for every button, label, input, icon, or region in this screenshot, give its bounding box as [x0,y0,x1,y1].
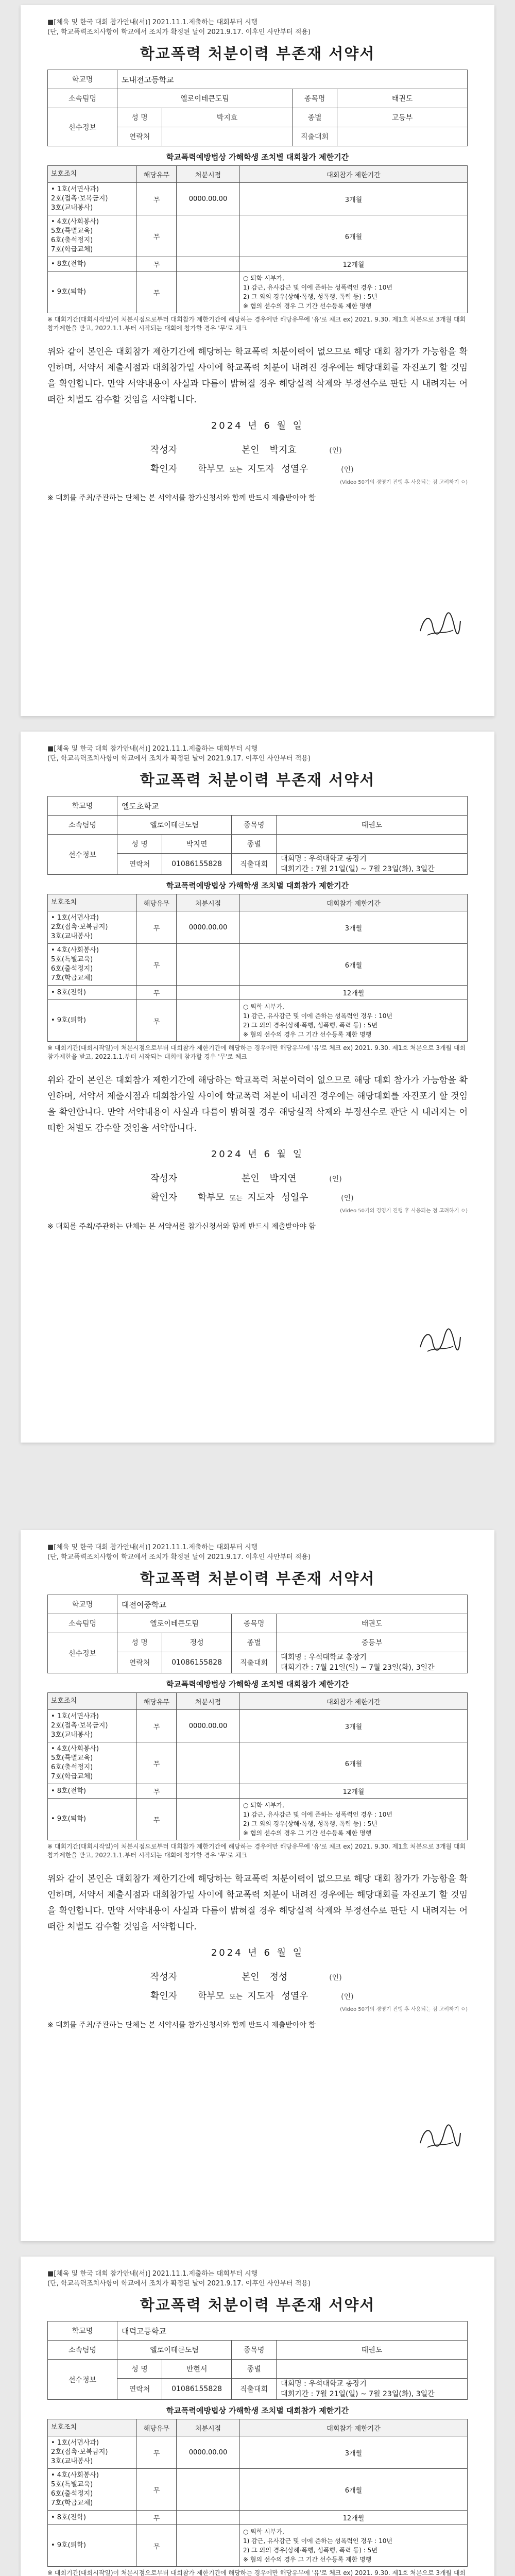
confirmer-role-parent: 학부모 [197,1991,225,2002]
measure-row [48,272,468,313]
notice-line-1: ■[체육 및 한국 대회 참가안내(서)] 2021.11.1.제출하는 대회부터 시행 [47,1544,258,1551]
date-line: 2024 년 6 월 일 [211,1947,304,1958]
measure-date [177,1742,240,1784]
athlete-info-table [47,796,468,875]
measure-period: ○ 퇴학 시부가, 1) 감근, 유사감근 및 이에 준하는 성폭력인 경우 : 10년 2) 그 외의 경우(상해·폭행, 성폭행, 폭력 등) : 5년 ※ 혐의 선수의 경우 그 기간 선수등록 제한 명행 [240,1799,468,1840]
pledge-text: 위와 같이 본인은 대회참가 제한기간에 해당하는 학교폭력 처분이력이 없으므로 해당 대회 참가가 가능함을 확인하며, 서약서 제출시점과 대회참가일 사이에 학교폭력 처분이 내려진 경우에는 해당대회를 자진포기 할 것임을 확인합니다. 만약 서약내용이 사실과 다름이 밝혀질 경우 해당실적 삭제와 부정선수로 판단 시 내려지는 어떠한 처벌도 감수할 것임을 서약합니다. [47,347,468,405]
measure-label: • 4호(사회봉사) 5호(특별교육) 6호(출석정지) 7호(학급교체) [48,2469,137,2511]
measures-table [47,165,468,313]
form-title: 학교폭력 처분이력 부존재 서약서 [140,45,375,62]
measure-label: • 4호(사회봉사) 5호(특별교육) 6호(출석정지) 7호(학급교체) [48,944,137,986]
school-value: 대덕고등학교 [117,2321,468,2341]
measure-period: 6개월 [240,2469,468,2511]
col-date-header: 처분시점 [177,2419,240,2436]
measure-period: 3개월 [240,183,468,215]
name-label: 성 명 [117,1633,162,1652]
competition-label: 직출대회 [232,1652,277,1673]
writer-row [150,441,468,460]
footnote: ※ 대회기간(대회시작일)이 처분시점으로부터 대회참가 제한기간에 해당하는 경우에만 해당유무에 '유'로 체크 ex) 2021. 9.30. 제1호 처분으로 3개월 대회 [47,2569,466,2576]
measure-date [177,986,240,1000]
competition-period: 대회기간 : 7월 21일(일) ~ 7월 23일(화), 3일간 [281,1664,435,1672]
measure-date [177,257,240,272]
measure-row [48,1742,468,1784]
writer-label: 작성자 [150,1173,178,1184]
measure-applicable: 무 [137,272,177,313]
contact-label: 연락처 [117,854,162,875]
pledge-form-page-2 [21,732,494,1443]
measure-period: ○ 퇴학 시부가, 1) 감근, 유사감근 및 이에 준하는 성폭력인 경우 : 10년 2) 그 외의 경우(상해·폭행, 성폭행, 폭력 등) : 5년 ※ 혐의 선수의 경우 그 기간 선수등록 제한 명행 [240,1000,468,1042]
school-value: 대전여중학교 [117,1595,468,1614]
pledge-form-page-1 [21,5,494,716]
athlete-label: 선수정보 [48,1633,117,1673]
school-value: 엘도초학교 [117,796,468,816]
measure-row [48,1784,468,1799]
competition-value [277,1652,468,1673]
measure-label: • 1호(서면사과) 2호(접촉·보복금지) 3호(교내봉사) [48,183,137,215]
name-value: 정성 [162,1633,232,1652]
col-measure-header: 보호조치 [48,166,137,183]
confirmer-role-parent: 학부모 [197,1192,225,1203]
measure-period: 6개월 [240,1742,468,1784]
notice-line-1: ■[체육 및 한국 대회 참가안내(서)] 2021.11.1.제출하는 대회부터 시행 [47,2270,258,2278]
measure-row [48,2469,468,2511]
measure-row [48,944,468,986]
signature-block [150,1968,468,2007]
col-date-header: 처분시점 [177,166,240,183]
writer-name: 박지연 [269,1173,297,1184]
name-value: 박지연 [162,835,232,854]
measure-applicable: 무 [137,215,177,257]
stamp-note: (Video 50기의 경영기 진행 후 사용되는 점 고려하기 ㅇ) [340,1208,468,1214]
team-value: 엘로이테큰도팀 [117,1614,232,1633]
measure-label: • 8호(전학) [48,1784,137,1799]
handwritten-signature [417,611,462,641]
grade-label: 종별 [232,1633,277,1652]
event-label: 종목명 [232,2341,277,2360]
measure-applicable: 무 [137,1742,177,1784]
team-value: 엘로이테큰도팀 [117,89,293,108]
measures-table [47,2419,468,2567]
confirmer-seal: (인) [341,1194,354,1202]
confirmer-row [150,1189,468,1208]
measure-label: • 9호(퇴학) [48,1799,137,1840]
athlete-info-table [47,1595,468,1673]
writer-role: 본인 [241,1173,260,1184]
event-label: 종목명 [232,816,277,835]
confirmer-role-coach: 지도자 [247,464,274,474]
measure-applicable: 무 [137,2469,177,2511]
measure-period: 3개월 [240,1710,468,1742]
writer-label: 작성자 [150,1972,178,1982]
measure-date [177,1799,240,1840]
writer-name: 박지효 [269,445,297,455]
confirmer-seal: (인) [341,1993,354,2001]
measure-period: 12개월 [240,257,468,272]
measure-applicable: 무 [137,986,177,1000]
measure-label: • 1호(서면사과) 2호(접촉·보복금지) 3호(교내봉사) [48,911,137,944]
contact-value: 01086155828 [162,854,232,875]
col-period-header: 대회참가 제한기간 [240,166,468,183]
competition-name: 대회명 : 우석대학교 총장기 [281,855,367,863]
measures-table [47,894,468,1042]
measure-date [177,2525,240,2567]
school-label: 학교명 [48,796,117,816]
measure-applicable: 무 [137,2525,177,2567]
col-applicable-header: 해당유무 [137,166,177,183]
confirmer-row [150,460,468,480]
school-label: 학교명 [48,70,117,89]
measures-body [48,183,468,313]
measure-date [177,1000,240,1042]
event-value: 태권도 [277,2341,468,2360]
col-applicable-header: 해당유무 [137,1693,177,1710]
measure-label: • 4호(사회봉사) 5호(특별교육) 6호(출석정지) 7호(학급교체) [48,215,137,257]
pledge-form-page-4 [21,2257,494,2576]
measure-date [177,215,240,257]
competition-name: 대회명 : 우석대학교 총장기 [281,1653,367,1662]
writer-role: 본인 [241,445,260,455]
pledge-text: 위와 같이 본인은 대회참가 제한기간에 해당하는 학교폭력 처분이력이 없으므로 해당 대회 참가가 가능함을 확인하며, 서약서 제출시점과 대회참가일 사이에 학교폭력 처분이 내려진 경우에는 해당대회를 자진포기 할 것임을 확인합니다. 만약 서약내용이 사실과 다름이 밝혀질 경우 해당실적 삭제와 부정선수로 판단 시 내려지는 어떠한 처벌도 감수할 것임을 서약합니다. [47,1874,468,1932]
notice-line-1: ■[체육 및 한국 대회 참가안내(서)] 2021.11.1.제출하는 대회부터 시행 [47,745,258,753]
measures-body [48,2436,468,2567]
col-applicable-header: 해당유무 [137,894,177,911]
or-text: 또는 [229,466,243,474]
school-label: 학교명 [48,2321,117,2341]
event-value: 태권도 [277,816,468,835]
measure-row [48,2525,468,2567]
measure-period: 3개월 [240,2436,468,2469]
writer-seal: (인) [329,1175,342,1183]
measure-period: 3개월 [240,911,468,944]
measure-label: • 8호(전학) [48,2511,137,2525]
name-label: 성 명 [117,2360,162,2379]
competition-value [277,2379,468,2400]
contact-value: 01086155828 [162,2379,232,2400]
confirmer-label: 확인자 [150,464,178,474]
footnote: ※ 대회기간(대회시작일)이 처분시점으로부터 대회참가 제한기간에 해당하는 경우에만 해당유무에 '유'로 체크 ex) 2021. 9.30. 제1호 처분으로 3개월 대회 참가제한을 받고, 2022.1.1.부터 시작되는 대회에 참가할 경우 '무'로 체크 [47,1044,466,1060]
col-measure-header: 보호조치 [48,894,137,911]
grade-value: 중등부 [277,1633,468,1652]
confirmer-name: 성열우 [281,464,308,474]
bottom-note: ※ 대회를 주최/주관하는 단체는 본 서약서를 참가신청서와 함께 반드시 제출받아야 함 [47,2021,316,2029]
handwritten-signature [417,2123,462,2154]
measure-label: • 9호(퇴학) [48,1000,137,1042]
section-heading: 학교폭력예방법상 가해학생 조치별 대회참가 제한기간 [166,881,349,890]
measure-label: • 9호(퇴학) [48,2525,137,2567]
team-label: 소속팀명 [48,2341,117,2360]
stamp-note: (Video 50기의 경영기 진행 후 사용되는 점 고려하기 ㅇ) [340,2007,468,2012]
measures-body [48,1710,468,1840]
pledge-text: 위와 같이 본인은 대회참가 제한기간에 해당하는 학교폭력 처분이력이 없으므로 해당 대회 참가가 가능함을 확인하며, 서약서 제출시점과 대회참가일 사이에 학교폭력 처분이 내려진 경우에는 해당대회를 자진포기 할 것임을 확인합니다. 만약 서약내용이 사실과 다름이 밝혀질 경우 해당실적 삭제와 부정선수로 판단 시 내려지는 어떠한 처벌도 감수할 것임을 서약합니다. [47,1075,468,1133]
confirmer-label: 확인자 [150,1991,178,2002]
measure-row [48,257,468,272]
or-text: 또는 [229,1195,243,1202]
competition-label: 직출대회 [232,854,277,875]
footnote: ※ 대회기간(대회시작일)이 처분시점으로부터 대회참가 제한기간에 해당하는 경우에만 해당유무에 '유'로 체크 ex) 2021. 9.30. 제1호 처분으로 3개월 대회 참가제한을 받고, 2022.1.1.부터 시작되는 대회에 참가할 경우 '무'로 체크 [47,1843,466,1859]
measure-period: 12개월 [240,2511,468,2525]
measure-period: ○ 퇴학 시부가, 1) 감근, 유사감근 및 이에 준하는 성폭력인 경우 : 10년 2) 그 외의 경우(상해·폭행, 성폭행, 폭력 등) : 5년 ※ 혐의 선수의 경우 그 기간 선수등록 제한 명행 [240,272,468,313]
writer-seal: (인) [329,1974,342,1982]
measure-date [177,944,240,986]
measure-period: 12개월 [240,1784,468,1799]
athlete-label: 선수정보 [48,108,117,146]
competition-period: 대회기간 : 7월 21일(일) ~ 7월 23일(화), 3일간 [281,865,435,873]
measure-date: 0000.00.00 [177,2436,240,2469]
grade-label: 종별 [293,108,337,127]
confirmer-label: 확인자 [150,1192,178,1203]
contact-label: 연락처 [117,2379,162,2400]
form-title: 학교폭력 처분이력 부존재 서약서 [140,2296,375,2314]
bottom-note: ※ 대회를 주최/주관하는 단체는 본 서약서를 참가신청서와 함께 반드시 제출받아야 함 [47,1223,316,1231]
date-line: 2024 년 6 월 일 [211,420,304,431]
athlete-info-table [47,2321,468,2400]
col-measure-header: 보호조치 [48,1693,137,1710]
measure-applicable: 무 [137,2511,177,2525]
competition-label: 직출대회 [232,2379,277,2400]
measure-applicable: 무 [137,257,177,272]
confirmer-row [150,1987,468,2007]
measure-period: 6개월 [240,215,468,257]
team-value: 엘로이테큰도팀 [117,816,232,835]
stamp-note: (Video 50기의 경영기 진행 후 사용되는 점 고려하기 ㅇ) [340,480,468,485]
writer-label: 작성자 [150,445,178,455]
team-label: 소속팀명 [48,816,117,835]
confirmer-role-coach: 지도자 [247,1991,274,2002]
competition-value [277,854,468,875]
measure-date [177,272,240,313]
measure-date: 0000.00.00 [177,1710,240,1742]
event-label: 종목명 [232,1614,277,1633]
col-date-header: 처분시점 [177,1693,240,1710]
contact-label: 연락처 [117,1652,162,1673]
athlete-label: 선수정보 [48,835,117,875]
event-value: 태권도 [277,1614,468,1633]
measure-applicable: 무 [137,944,177,986]
measure-row [48,183,468,215]
athlete-info-table [47,70,468,146]
team-value: 엘로이테큰도팀 [117,2341,232,2360]
measure-row [48,1710,468,1742]
writer-role: 본인 [241,1972,260,1982]
writer-row [150,1170,468,1189]
name-value: 박지효 [162,108,293,127]
confirmer-name: 성열우 [281,1991,308,2002]
col-period-header: 대회참가 제한기간 [240,2419,468,2436]
measure-label: • 8호(전학) [48,257,137,272]
measure-date [177,1784,240,1799]
measures-body [48,911,468,1042]
writer-name: 정성 [269,1972,288,1982]
contact-label: 연락처 [117,127,162,146]
measure-row [48,986,468,1000]
measure-period: 12개월 [240,986,468,1000]
athlete-label: 선수정보 [48,2360,117,2400]
col-date-header: 처분시점 [177,894,240,911]
measure-label: • 8호(전학) [48,986,137,1000]
measure-date [177,2511,240,2525]
grade-label: 종별 [232,2360,277,2379]
measure-period: 6개월 [240,944,468,986]
grade-value: 고등부 [337,108,468,127]
notice-line-2: (단, 학교폭력조치사항이 학교에서 조치가 확정된 날이 2021.9.17. 이후인 사안부터 적용) [47,2280,311,2287]
bottom-note: ※ 대회를 주최/주관하는 단체는 본 서약서를 참가신청서와 함께 반드시 제출받아야 함 [47,494,316,502]
date-line: 2024 년 6 월 일 [211,1149,304,1160]
section-heading: 학교폭력예방법상 가해학생 조치별 대회참가 제한기간 [166,1680,349,1689]
confirmer-role-coach: 지도자 [247,1192,274,1203]
measure-applicable: 무 [137,183,177,215]
form-title: 학교폭력 처분이력 부존재 서약서 [140,1570,375,1587]
team-label: 소속팀명 [48,89,117,108]
section-heading: 학교폭력예방법상 가해학생 조치별 대회참가 제한기간 [166,2406,349,2415]
measure-row [48,1000,468,1042]
measure-row [48,911,468,944]
grade-value [277,835,468,854]
competition-label: 직출대회 [293,127,337,146]
col-measure-header: 보호조치 [48,2419,137,2436]
signature-block [150,441,468,480]
team-label: 소속팀명 [48,1614,117,1633]
measure-applicable: 무 [137,2436,177,2469]
notice-line-2: (단, 학교폭력조치사항이 학교에서 조치가 확정된 날이 2021.9.17. 이후인 사안부터 적용) [47,28,311,36]
measure-label: • 9호(퇴학) [48,272,137,313]
measure-date: 0000.00.00 [177,911,240,944]
measure-label: • 1호(서면사과) 2호(접촉·보복금지) 3호(교내봉사) [48,2436,137,2469]
writer-row [150,1968,468,1987]
measure-applicable: 무 [137,1000,177,1042]
grade-value [277,2360,468,2379]
measure-row [48,215,468,257]
name-label: 성 명 [117,835,162,854]
measure-row [48,2436,468,2469]
measure-date: 0000.00.00 [177,183,240,215]
school-label: 학교명 [48,1595,117,1614]
notice-line-1: ■[체육 및 한국 대회 참가안내(서)] 2021.11.1.제출하는 대회부터 시행 [47,19,258,26]
notice-line-2: (단, 학교폭력조치사항이 학교에서 조치가 확정된 날이 2021.9.17. 이후인 사안부터 적용) [47,755,311,762]
signature-block [150,1170,468,1208]
measure-applicable: 무 [137,1710,177,1742]
name-value: 반현서 [162,2360,232,2379]
pledge-form-page-3 [21,1530,494,2241]
confirmer-role-parent: 학부모 [197,464,225,474]
measure-row [48,1799,468,1840]
col-period-header: 대회참가 제한기간 [240,894,468,911]
measure-date [177,2469,240,2511]
school-value: 도내전고등학교 [117,70,468,89]
name-label: 성 명 [117,108,162,127]
measure-period: ○ 퇴학 시부가, 1) 감근, 유사감근 및 이에 준하는 성폭력인 경우 : 10년 2) 그 외의 경우(상해·폭행, 성폭행, 폭력 등) : 5년 ※ 혐의 선수의 경우 그 기간 선수등록 제한 명행 [240,2525,468,2567]
measure-applicable: 무 [137,911,177,944]
col-period-header: 대회참가 제한기간 [240,1693,468,1710]
writer-seal: (인) [329,447,342,455]
event-label: 종목명 [293,89,337,108]
competition-name: 대회명 : 우석대학교 총장기 [281,2380,367,2388]
confirmer-seal: (인) [341,466,354,474]
form-title: 학교폭력 처분이력 부존재 서약서 [140,771,375,789]
event-value: 태권도 [337,89,468,108]
footnote: ※ 대회기간(대회시작일)이 처분시점으로부터 대회참가 제한기간에 해당하는 경우에만 해당유무에 '유'로 체크 ex) 2021. 9.30. 제1호 처분으로 3개월 대회 참가제한을 받고, 2022.1.1.부터 시작되는 대회에 참가할 경우 '무'로 체크 [47,316,466,332]
confirmer-name: 성열우 [281,1192,308,1203]
competition-period: 대회기간 : 7월 21일(일) ~ 7월 23일(화), 3일간 [281,2390,435,2398]
measure-applicable: 무 [137,1784,177,1799]
contact-value: 01086155828 [162,1652,232,1673]
competition-value [337,127,468,146]
measure-label: • 1호(서면사과) 2호(접촉·보복금지) 3호(교내봉사) [48,1710,137,1742]
section-heading: 학교폭력예방법상 가해학생 조치별 대회참가 제한기간 [166,152,349,162]
measures-table [47,1692,468,1840]
handwritten-signature [417,1327,462,1358]
notice-line-2: (단, 학교폭력조치사항이 학교에서 조치가 확정된 날이 2021.9.17. 이후인 사안부터 적용) [47,1553,311,1561]
col-applicable-header: 해당유무 [137,2419,177,2436]
measure-label: • 4호(사회봉사) 5호(특별교육) 6호(출석정지) 7호(학급교체) [48,1742,137,1784]
measure-row [48,2511,468,2525]
contact-value [162,127,293,146]
grade-label: 종별 [232,835,277,854]
or-text: 또는 [229,1993,243,2001]
measure-applicable: 무 [137,1799,177,1840]
